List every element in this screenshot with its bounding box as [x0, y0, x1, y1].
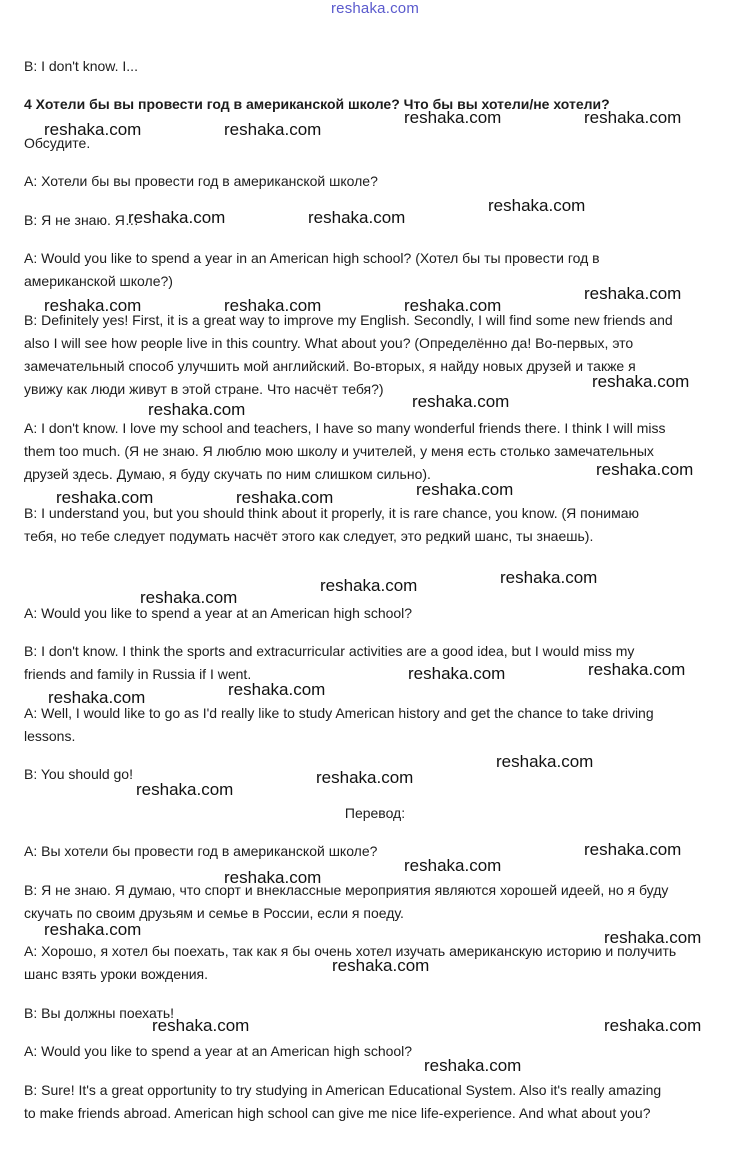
watermark: reshaka.com: [416, 480, 514, 499]
dialogue-line: A: Хотели бы вы провести год в американской школе?: [24, 173, 378, 189]
dialogue-line: увижу как люди живут в этой стране. Что насчёт тебя?): [24, 381, 384, 397]
dialogue-line: тебя, но тебе следует подумать насчёт этого как следует, это редкий шанс, ты знаешь).: [24, 528, 594, 544]
watermark: reshaka.com: [584, 840, 682, 859]
watermark: reshaka.com: [404, 296, 502, 315]
watermark: reshaka.com: [148, 400, 246, 419]
dialogue-line: шанс взять уроки вождения.: [24, 966, 209, 982]
dialogue-line: A: Вы хотели бы провести год в американской школе?: [24, 843, 378, 859]
dialogue-line: also I will see how people live in this country. What about you? (Определённо да! Во-первых, это: [24, 335, 634, 351]
dialogue-line: B: Definitely yes! First, it is a great way to improve my English. Secondly, I will find some new friends and: [24, 312, 673, 328]
watermark: reshaka.com: [152, 1016, 250, 1035]
instruction-line: Обсудите.: [24, 135, 91, 151]
watermark: reshaka.com: [224, 296, 322, 315]
dialogue-line: friends and family in Russia if I went.: [24, 666, 252, 682]
watermark: reshaka.com: [412, 392, 510, 411]
translation-heading: Перевод:: [344, 805, 406, 821]
watermark: reshaka.com: [500, 568, 598, 587]
task-title: 4 Хотели бы вы провести год в американской школе? Что бы вы хотели/не хотели?: [24, 96, 610, 112]
watermark: reshaka.com: [404, 856, 502, 875]
dialogue-line: американской школе?): [24, 273, 173, 289]
watermark: reshaka.com: [56, 488, 154, 507]
watermark: reshaka.com: [488, 196, 586, 215]
watermark: reshaka.com: [588, 660, 686, 679]
watermark: reshaka.com: [584, 284, 682, 303]
watermark: reshaka.com: [596, 460, 694, 479]
watermark: reshaka.com: [308, 208, 406, 227]
watermark: reshaka.com: [604, 1016, 702, 1035]
dialogue-line: A: Well, I would like to go as I'd really like to study American history and get the chance to take driving: [24, 705, 654, 721]
watermark: reshaka.com: [140, 588, 238, 607]
dialogue-line: B: Вы должны поехать!: [24, 1005, 175, 1021]
site-header[interactable]: reshaka.com: [330, 0, 420, 17]
dialogue-line: скучать по своим друзьям и семье в России, если я поеду.: [24, 905, 404, 921]
watermark: reshaka.com: [320, 576, 418, 595]
dialogue-line: B: Sure! It's a great opportunity to try studying in American Educational System. Also it's really amazing: [24, 1082, 662, 1098]
watermark: reshaka.com: [404, 108, 502, 127]
watermark: reshaka.com: [496, 752, 594, 771]
watermark: reshaka.com: [48, 688, 146, 707]
watermark: reshaka.com: [424, 1056, 522, 1075]
watermark: reshaka.com: [44, 296, 142, 315]
watermark: reshaka.com: [316, 768, 414, 787]
watermark: reshaka.com: [592, 372, 690, 391]
dialogue-line: B: Я не знаю. Я…: [24, 212, 139, 228]
watermark: reshaka.com: [604, 928, 702, 947]
watermark: reshaka.com: [236, 488, 334, 507]
dialogue-line: them too much. (Я не знаю. Я люблю мою школу и учителей, у меня есть столько замечательных: [24, 443, 654, 459]
dialogue-line: lessons.: [24, 728, 76, 744]
watermark: reshaka.com: [44, 120, 142, 139]
watermark: reshaka.com: [44, 920, 142, 939]
watermark: reshaka.com: [224, 868, 322, 887]
dialogue-line: A: Would you like to spend a year at an American high school?: [24, 605, 413, 621]
dialogue-line: B: Я не знаю. Я думаю, что спорт и внеклассные мероприятия являются хорошей идеей, но я буду: [24, 882, 669, 898]
watermark: reshaka.com: [128, 208, 226, 227]
dialogue-line: B: I understand you, but you should think about it properly, it is rare chance, you know. (Я понимаю: [24, 505, 639, 521]
watermark: reshaka.com: [224, 120, 322, 139]
watermark: reshaka.com: [332, 956, 430, 975]
dialogue-line: A: I don't know. I love my school and teachers, I have so many wonderful friends there. I think I will miss: [24, 420, 666, 436]
watermark: reshaka.com: [228, 680, 326, 699]
dialogue-line: A: Хорошо, я хотел бы поехать, так как я бы очень хотел изучать американскую историю и получить: [24, 943, 677, 959]
dialogue-line: B: I don't know. I think the sports and extracurricular activities are a good idea, but I would miss my: [24, 643, 635, 659]
dialogue-line: замечательный способ улучшить мой английский. Во-вторых, я найду новых друзей и также я: [24, 358, 636, 374]
dialogue-line: A: Would you like to spend a year at an American high school?: [24, 1043, 413, 1059]
dialogue-line: B: I don't know. I...: [24, 58, 138, 74]
dialogue-line: друзей здесь. Думаю, я буду скучать по ним слишком сильно).: [24, 466, 431, 482]
watermark: reshaka.com: [584, 108, 682, 127]
watermark: reshaka.com: [408, 664, 506, 683]
dialogue-line: A: Would you like to spend a year in an American high school? (Хотел бы ты провести год в: [24, 250, 600, 266]
dialogue-line: to make friends abroad. American high school can give me nice life-experience. And what about you?: [24, 1105, 651, 1121]
watermark: reshaka.com: [136, 780, 234, 799]
dialogue-line: B: You should go!: [24, 766, 133, 782]
